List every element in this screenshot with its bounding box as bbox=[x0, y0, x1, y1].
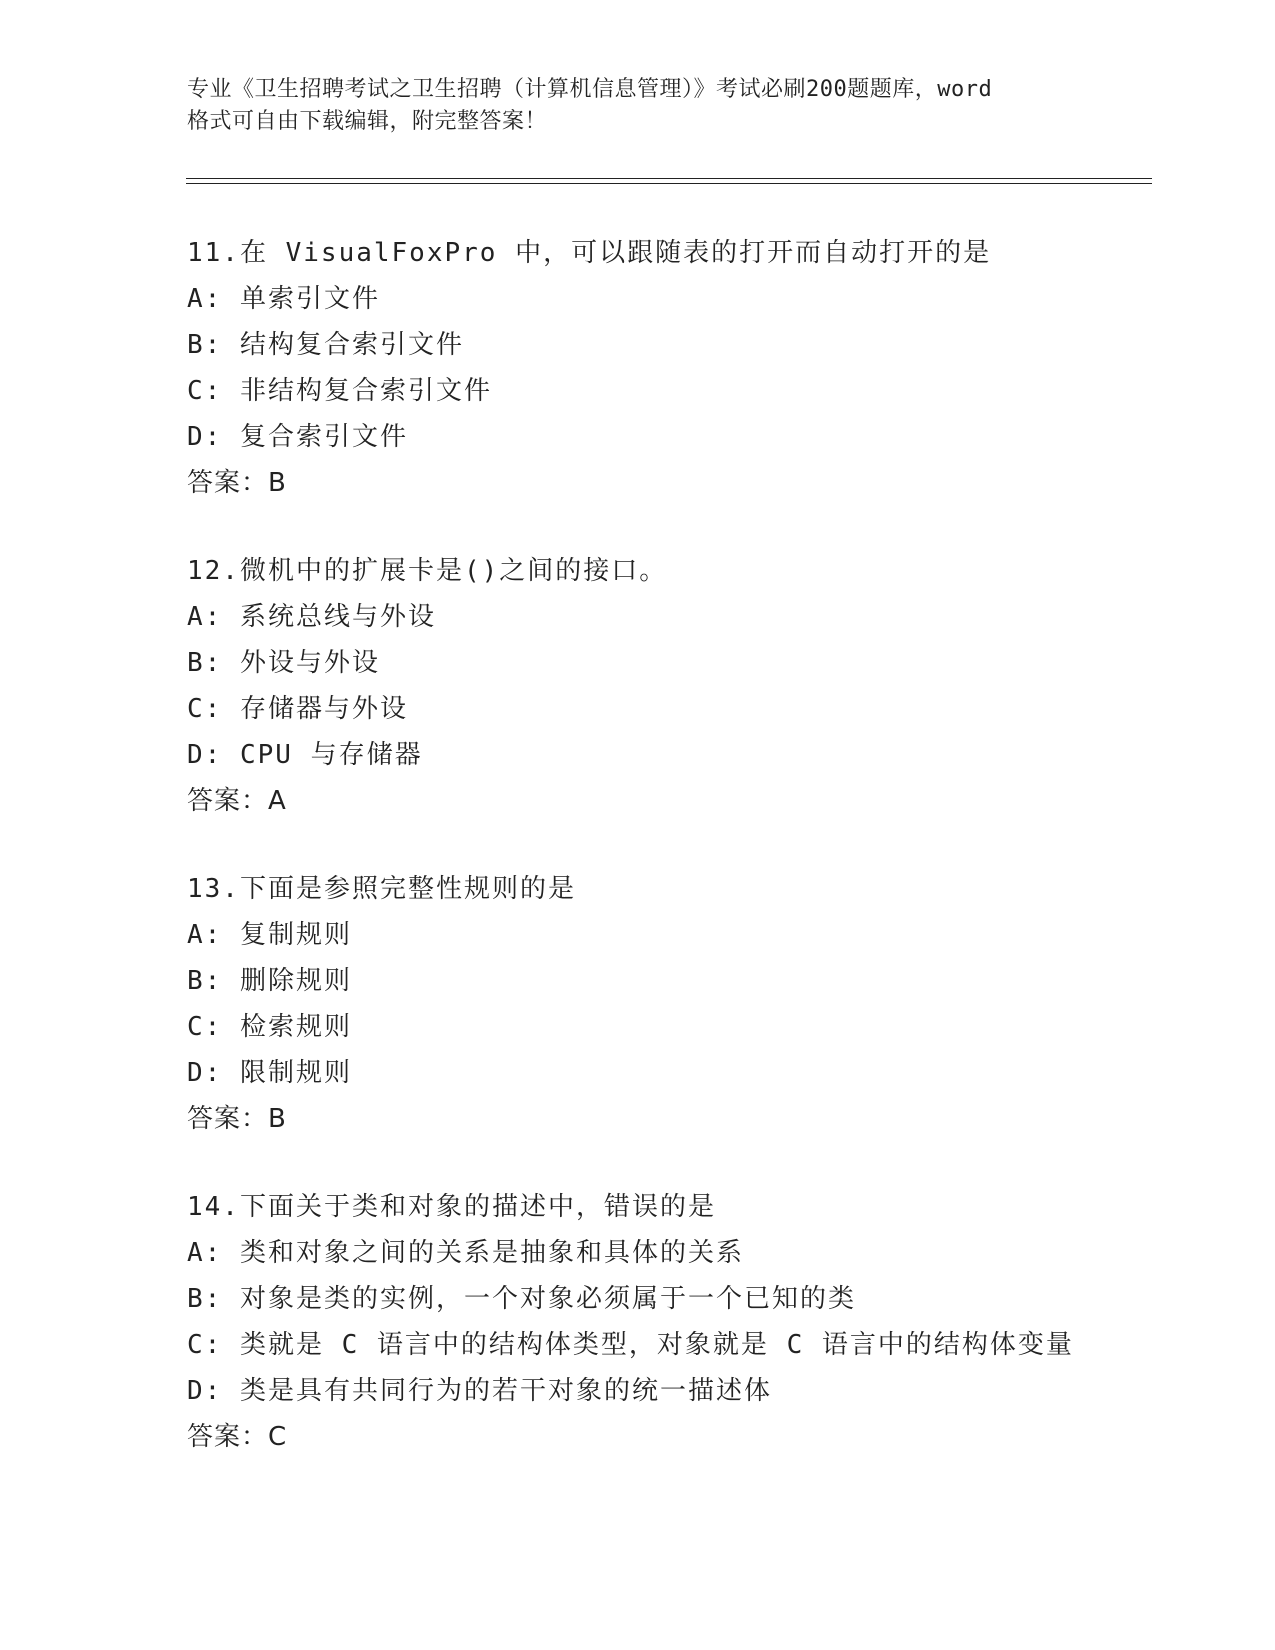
question-11 bbox=[187, 230, 1147, 506]
header-divider-bottom bbox=[186, 183, 1152, 184]
option-a: A: 复制规则 bbox=[187, 920, 352, 950]
question-13 bbox=[187, 866, 1147, 1142]
option-d: D: CPU 与存储器 bbox=[187, 740, 423, 770]
header-line-2: 格式可自由下载编辑，附完整答案！ bbox=[187, 109, 548, 134]
question-14 bbox=[187, 1184, 1147, 1460]
option-b: B: 删除规则 bbox=[187, 966, 352, 996]
option-d: D: 复合索引文件 bbox=[187, 422, 408, 452]
question-stem: 14.下面关于类和对象的描述中，错误的是 bbox=[187, 1192, 716, 1222]
answer-value: B bbox=[268, 1104, 287, 1134]
answer bbox=[187, 1414, 1147, 1460]
option-a: A: 类和对象之间的关系是抽象和具体的关系 bbox=[187, 1238, 744, 1268]
option-c: C: 存储器与外设 bbox=[187, 694, 408, 724]
option-c: C: 检索规则 bbox=[187, 1012, 352, 1042]
answer-label: 答案： bbox=[187, 1104, 269, 1134]
header-divider-top bbox=[186, 178, 1152, 179]
option-a: A: 单索引文件 bbox=[187, 284, 380, 314]
answer-value: B bbox=[268, 468, 287, 498]
answer-value: C bbox=[268, 1422, 288, 1452]
answer-label: 答案： bbox=[187, 1422, 269, 1452]
answer bbox=[187, 778, 1147, 824]
header-line-1: 专业《卫生招聘考试之卫生招聘（计算机信息管理）》考试必刷200题题库，word bbox=[187, 77, 993, 102]
option-c: C: 非结构复合索引文件 bbox=[187, 376, 492, 406]
answer-label: 答案： bbox=[187, 786, 269, 816]
option-d: D: 类是具有共同行为的若干对象的统一描述体 bbox=[187, 1376, 772, 1406]
question-12 bbox=[187, 548, 1147, 824]
document-header bbox=[187, 74, 1137, 138]
option-b: B: 外设与外设 bbox=[187, 648, 380, 678]
option-c: C: 类就是 C 语言中的结构体类型，对象就是 C 语言中的结构体变量 bbox=[187, 1330, 1074, 1360]
question-stem: 13.下面是参照完整性规则的是 bbox=[187, 874, 576, 904]
question-stem: 11.在 VisualFoxPro 中，可以跟随表的打开而自动打开的是 bbox=[187, 238, 992, 268]
answer bbox=[187, 460, 1147, 506]
answer-label: 答案： bbox=[187, 468, 269, 498]
option-d: D: 限制规则 bbox=[187, 1058, 352, 1088]
option-b: B: 结构复合索引文件 bbox=[187, 330, 464, 360]
answer-value: A bbox=[268, 786, 287, 816]
option-a: A: 系统总线与外设 bbox=[187, 602, 436, 632]
option-b: B: 对象是类的实例，一个对象必须属于一个已知的类 bbox=[187, 1284, 856, 1314]
answer bbox=[187, 1096, 1147, 1142]
question-stem: 12.微机中的扩展卡是()之间的接口。 bbox=[187, 556, 668, 586]
